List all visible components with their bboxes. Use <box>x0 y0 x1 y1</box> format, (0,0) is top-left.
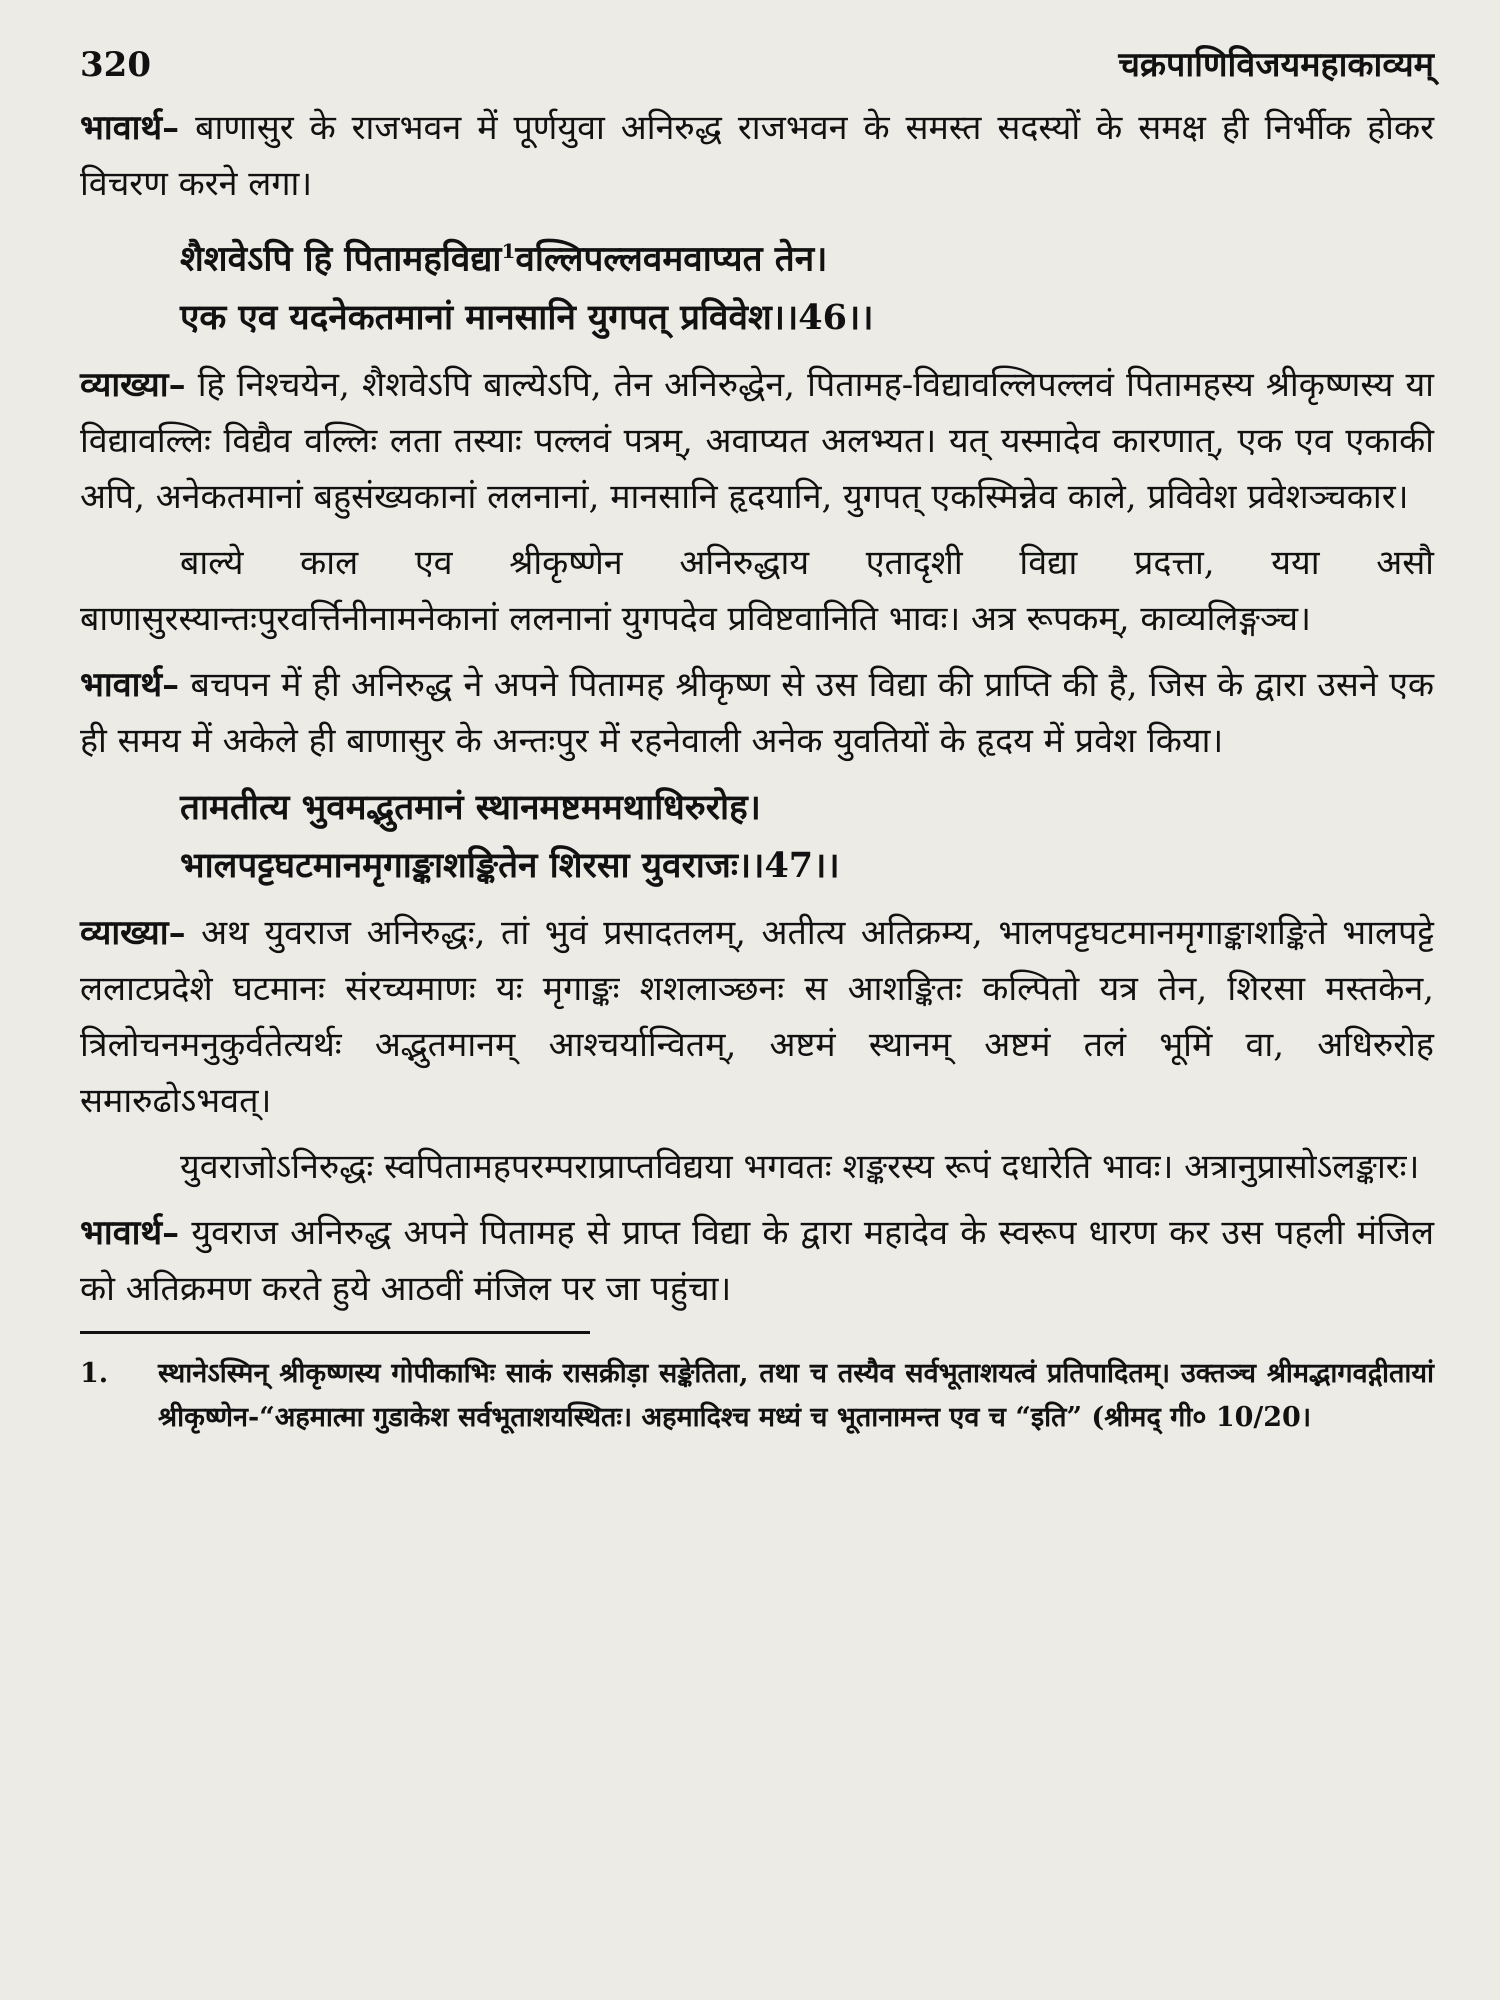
bhavartha-paragraph-2 <box>80 657 1434 769</box>
vyakhya-label: व्याख्या– <box>80 912 186 953</box>
bhavartha-paragraph-3 <box>80 1205 1434 1317</box>
bhavartha-text: बाणासुर के राजभवन में पूर्णयुवा अनिरुद्ध राजभवन के समस्त सदस्यों के समक्ष ही निर्भीक होकर विचरण करने लगा। <box>80 108 1434 204</box>
bhavartha-label: भावार्थ– <box>80 664 180 705</box>
verse-46-line-2: एक एव यदनेकतमानां मानसानि युगपत् प्रविवेश।।46।। <box>180 296 874 338</box>
footnote <box>80 1352 1434 1440</box>
page-header <box>80 40 1434 100</box>
running-title: चक्रपाणिविजयमहाकाव्यम् <box>1118 45 1434 85</box>
commentary-paragraph-2: युवराजोऽनिरुद्धः स्वपितामहपरम्पराप्राप्तविद्यया भगवतः शङ्करस्य रूपं दधारेति भावः। अत्रानुप्रासोऽलङ्कारः। <box>180 1146 1420 1187</box>
bhavartha-text: युवराज अनिरुद्ध अपने पितामह से प्राप्त विद्या के द्वारा महादेव के स्वरूप धारण कर उस पहली मंजिल को अतिक्रमण करते हुये आठवीं मंजिल पर जा पहुंचा। <box>80 1212 1435 1309</box>
bhavartha-label: भावार्थ– <box>80 1212 180 1253</box>
verse-46-line-1: शैशवेऽपि हि पितामहविद्या$^1$वल्लिपल्लवमवाप्यत तेन। <box>180 238 828 280</box>
verse-46 <box>80 222 1434 347</box>
bhavartha-paragraph-1 <box>80 100 1434 212</box>
verse-47-line-1: तामतीत्य भुवमद्भुतमानं स्थानमष्टममथाधिरुरोह। <box>180 786 761 828</box>
footnote-ref: 1 <box>501 239 516 263</box>
vyakhya-text: हि निश्चयेन, शैशवेऽपि बाल्येऽपि, तेन अनिरुद्धेन, पितामह-विद्यावल्लिपल्लवं पितामहस्य श्रीकृष्णस्य या विद्यावल्लिः विद्यैव वल्लिः लता तस्याः पल्लवं पत्रम्, अवाप्यत अलभ्यत। यत् यस्मादेव कारणात्, एक एव एकाकी अपि, अनेकतमानां बहुसंख्यकानां ललनानां, मानसानि हृदयानि, युगपत् एकस्मिन्नेव काले, प्रविवेश प्रवेशञ्चकार। <box>80 364 1434 517</box>
footnote-marker: 1. <box>80 1357 109 1389</box>
vyakhya-text: अथ युवराज अनिरुद्धः, तां भुवं प्रसादतलम्, अतीत्य अतिक्रम्य, भालपट्टघटमानमृगाङ्काशङ्किते भालपट्टे ललाटप्रदेशे घटमानः संरच्यमाणः यः मृगाङ्कः शशलाञ्छनः स आशङ्कितः कल्पितो यत्र तेन, शिरसा मस्तकेन, त्रिलोचनमनुकुर्वतेत्यर्थः अद्भुतमानम् आश्चर्यान्वितम्, अष्टमं स्थानम् अष्टमं तलं भूमिं वा, अधिरुरोह समारुढोऽभवत्। <box>80 912 1434 1121</box>
footnote-text: स्थानेऽस्मिन् श्रीकृष्णस्य गोपीकाभिः साकं रासक्रीड़ा सङ्केतिता, तथा च तस्यैव सर्वभूताशयत्वं प्रतिपादितम्। उक्तञ्च श्रीमद्भागवद्गीतायां श्रीकृष्णेन-“अहमात्मा गुडाकेश सर्वभूताशयस्थितः। अहमादिश्च मध्यं च भूतानामन्त एव च “इति” (श्रीमद् गी० 10/20। <box>158 1357 1434 1433</box>
verse-47 <box>80 779 1434 895</box>
vyakhya-paragraph-2 <box>80 905 1434 1129</box>
verse-47-line-2: भालपट्टघटमानमृगाङ्काशङ्कितेन शिरसा युवराजः।।47।। <box>180 844 840 886</box>
bhavartha-text: बचपन में ही अनिरुद्ध ने अपने पितामह श्रीकृष्ण से उस विद्या की प्राप्ति की है, जिस के द्वारा उसने एक ही समय में अकेले ही बाणासुर के अन्तःपुर में रहनेवाली अनेक युवतियों के हृदय में प्रवेश किया। <box>80 664 1434 761</box>
bhavartha-label: भावार्थ– <box>80 108 180 148</box>
vyakhya-label: व्याख्या– <box>80 364 186 405</box>
commentary-paragraph-1: बाल्ये काल एव श्रीकृष्णेन अनिरुद्धाय एतादृशी विद्या प्रदत्ता, यया असौ बाणासुरस्यान्तःपुरवर्त्तिनीनामनेकानां ललनानां युगपदेव प्रविष्टवानिति भावः। अत्र रूपकम्, काव्यलिङ्गञ्च। <box>80 542 1434 639</box>
vyakhya-paragraph-1 <box>80 357 1434 525</box>
footnote-divider <box>80 1331 590 1334</box>
page-number: 320 <box>80 45 151 85</box>
